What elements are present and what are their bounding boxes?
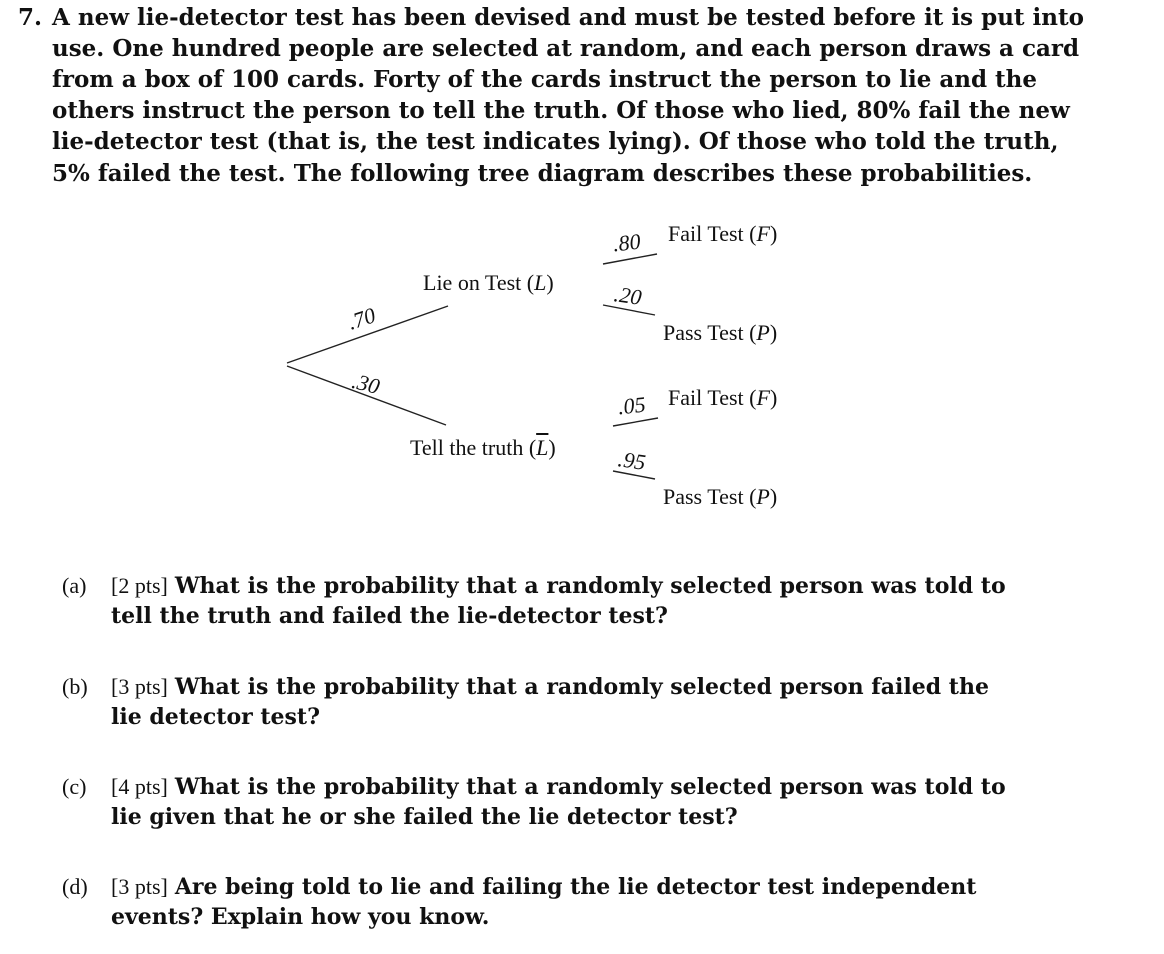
leaf-truth-pass: Pass Test (P): [663, 484, 778, 509]
part-line: events? Explain how you know.: [111, 904, 490, 930]
problem-number: 7.: [18, 4, 43, 31]
prob-truth-pass: .95: [616, 446, 648, 475]
prob-lie-pass: .20: [612, 281, 644, 310]
part-label: (d): [62, 874, 88, 899]
problem-line: lie-detector test (that is, the test indicates lying). Of those who told the truth,: [52, 128, 1059, 155]
problem-line: A new lie-detector test has been devised and must be tested before it is put into: [52, 4, 1084, 31]
part-line: lie detector test?: [111, 704, 320, 730]
prob-lie: .70: [344, 302, 379, 335]
problem-line: 5% failed the test. The following tree diagram describes these probabilities.: [52, 160, 1033, 187]
problem-line: use. One hundred people are selected at random, and each person draws a card: [52, 35, 1080, 62]
part-line: [4 pts] What is the probability that a randomly selected person was told to: [111, 774, 1006, 800]
leaf-lie-pass: Pass Test (P): [663, 320, 778, 345]
part-line: lie given that he or she failed the lie detector test?: [111, 804, 738, 830]
part-line: tell the truth and failed the lie-detector test?: [111, 603, 668, 629]
part-line: [3 pts] Are being told to lie and failing the lie detector test independent: [111, 874, 977, 900]
prob-lie-fail: .80: [611, 228, 642, 257]
problem-line: from a box of 100 cards. Forty of the cards instruct the person to lie and the: [52, 66, 1038, 93]
part-label: (a): [62, 573, 87, 598]
problem-line: others instruct the person to tell the truth. Of those who lied, 80% fail the new: [52, 97, 1070, 124]
prob-truth: .30: [349, 368, 383, 399]
prob-truth-fail: .05: [616, 391, 647, 420]
part-line: [2 pts] What is the probability that a randomly selected person was told to: [111, 573, 1006, 599]
node-lie-label: Lie on Test (L): [423, 270, 554, 295]
leaf-truth-fail: Fail Test (F): [668, 385, 778, 410]
part-line: [3 pts] What is the probability that a randomly selected person failed the: [111, 674, 989, 700]
node-truth-label: Tell the truth $(\overline{L})$: [410, 435, 556, 460]
part-label: (c): [62, 774, 87, 799]
part-label: (b): [62, 674, 88, 699]
leaf-lie-fail: Fail Test (F): [668, 221, 778, 246]
